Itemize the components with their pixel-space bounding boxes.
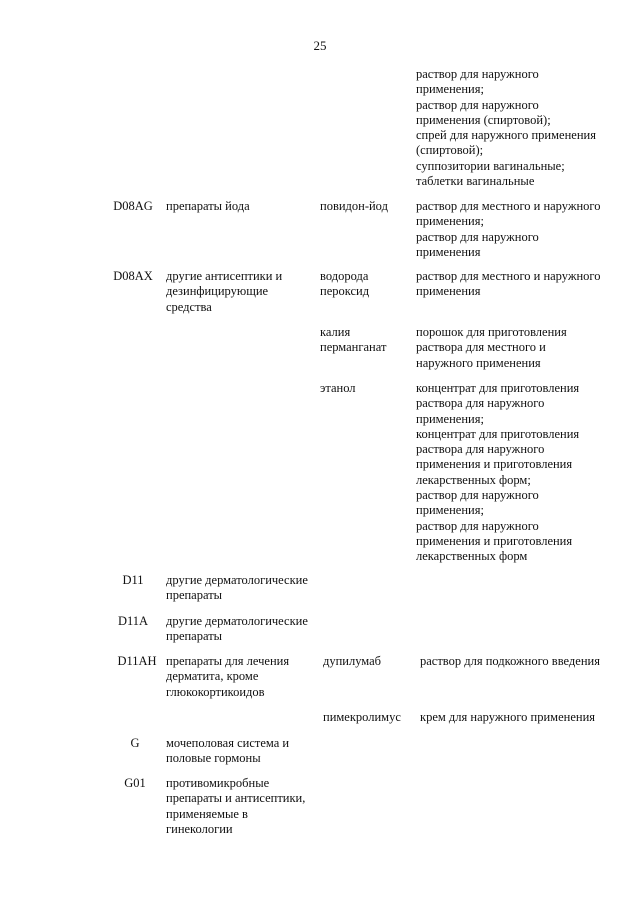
atc-code: G01 bbox=[124, 776, 146, 790]
forms-cell: раствор для подкожного введения bbox=[420, 654, 600, 668]
pharmacological-group: мочеполовая система и половые гормоны bbox=[166, 736, 290, 766]
substance-name: дупилумаб bbox=[323, 654, 382, 668]
substance-name: калия перманганат bbox=[320, 325, 387, 355]
forms-cell: концентрат для приготовления раствора для наружного применения; концентрат для приготовления раствора для наружного применения и приготовления лекарственных форм; раствор для наружного применения; раствор для наружного применения и приготовления лекарственных форм bbox=[416, 381, 580, 564]
page-number: 25 bbox=[313, 38, 327, 53]
atc-code: D08AX bbox=[113, 269, 153, 283]
pharmacological-group: другие дерматологические препараты bbox=[166, 614, 308, 644]
forms-cell: порошок для приготовления раствора для местного и наружного применения bbox=[416, 325, 567, 370]
pharmacological-group: противомикробные препараты и антисептики, применяемые в гинекологии bbox=[166, 776, 306, 836]
forms-cell: раствор для местного и наружного применения; раствор для наружного применения bbox=[416, 199, 601, 259]
atc-code: D11AH bbox=[117, 654, 157, 668]
forms-cell: раствор для наружного применения; раствор для наружного применения (спиртовой); спрей для наружного применения (спиртовой); суппозитории вагинальные; таблетки вагинальные bbox=[416, 67, 596, 189]
pharmacological-group: препараты для лечения дерматита, кроме глюкокортикоидов bbox=[166, 654, 290, 699]
atc-code: D08AG bbox=[113, 199, 153, 213]
substance-name: повидон-йод bbox=[320, 199, 388, 213]
atc-code: G bbox=[130, 736, 140, 750]
forms-cell: раствор для местного и наружного применения bbox=[416, 269, 601, 299]
pharmacological-group: другие антисептики и дезинфицирующие средства bbox=[166, 269, 283, 314]
pharmacological-group: другие дерматологические препараты bbox=[166, 573, 308, 603]
substance-name: этанол bbox=[320, 381, 356, 395]
atc-code: D11 bbox=[122, 573, 144, 587]
forms-cell: крем для наружного применения bbox=[420, 710, 596, 724]
substance-name: водорода пероксид bbox=[320, 269, 370, 299]
atc-code: D11A bbox=[117, 614, 149, 628]
substance-name: пимекролимус bbox=[323, 710, 401, 724]
pharmacological-group: препараты йода bbox=[166, 199, 250, 213]
